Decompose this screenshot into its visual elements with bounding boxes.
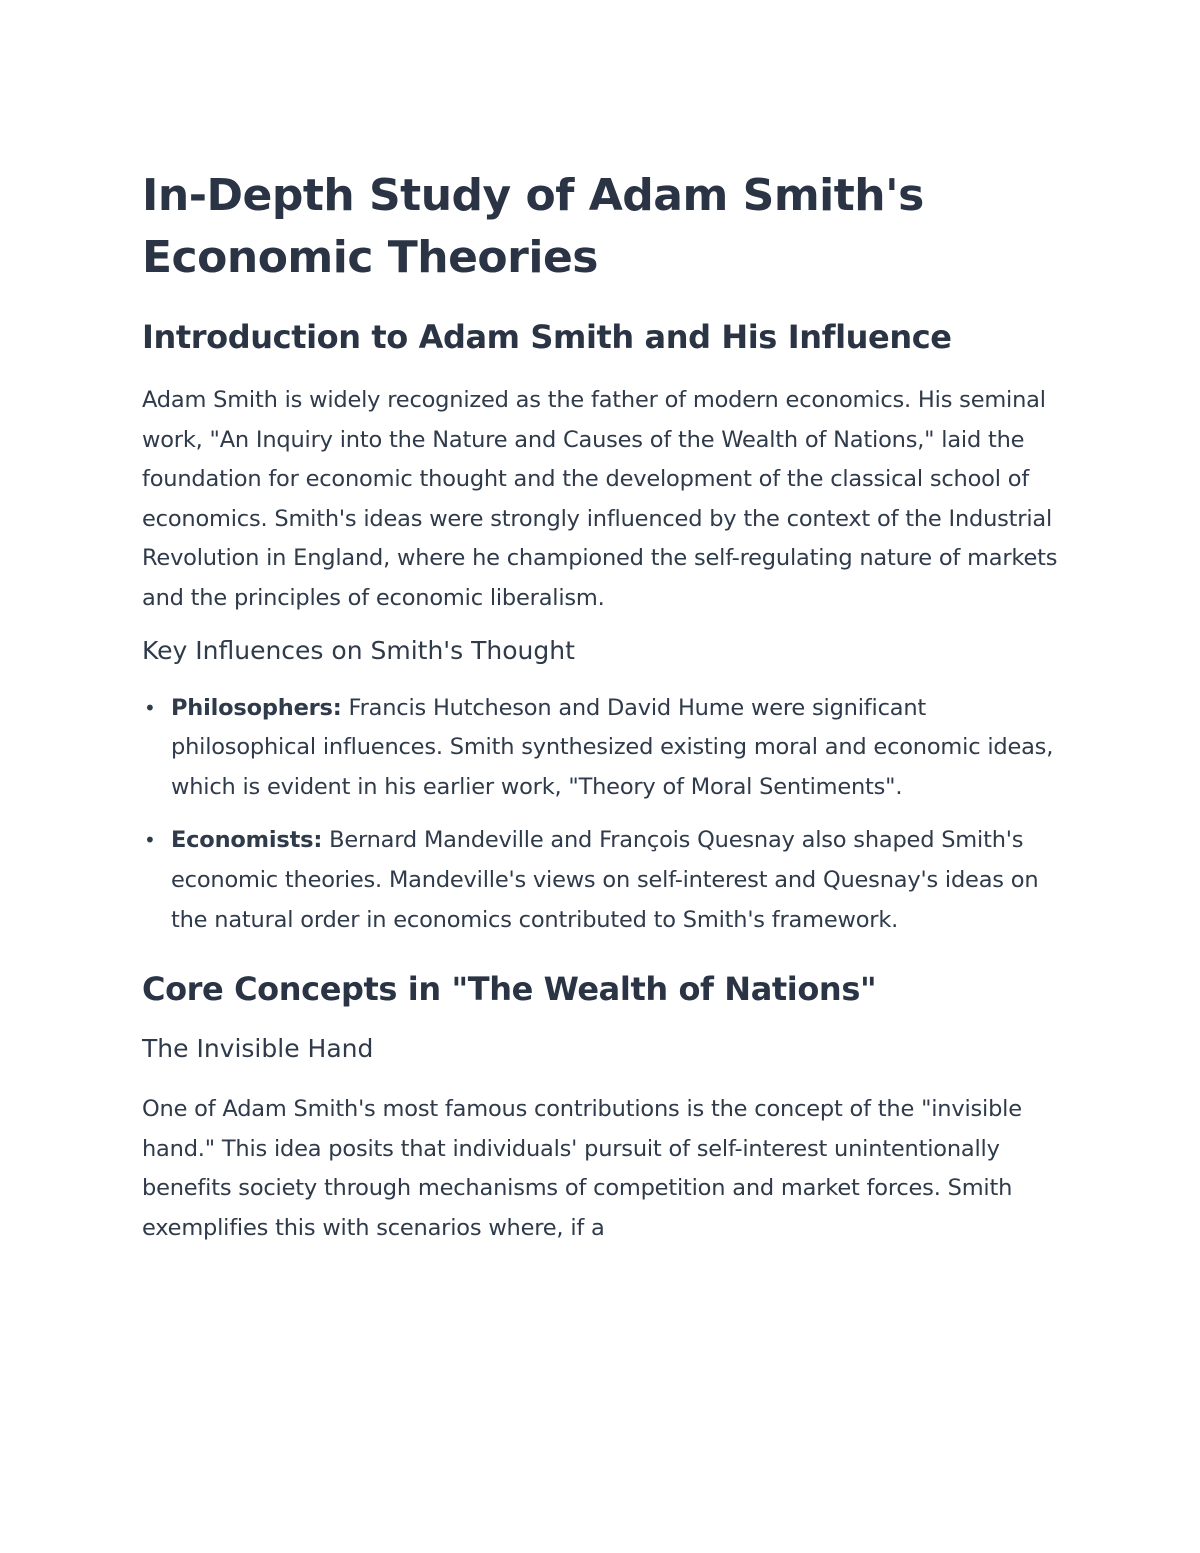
list-item-text: Bernard Mandeville and François Quesnay also shaped Smith's economic theories. Mandeville's views on self-interest and Quesnay's ideas on the natural order in economics contributed to Smith's framework. — [171, 827, 1039, 933]
subsection-heading-key-influences: Key Influences on Smith's Thought — [142, 635, 575, 665]
key-influences-list — [142, 689, 1062, 941]
list-item-term: Economists: — [171, 827, 323, 854]
document-page — [142, 165, 1062, 1249]
introduction-paragraph: Adam Smith is widely recognized as the father of modern economics. His seminal work, "An Inquiry into the Nature and Causes of the Wealth of Nations," laid the foundation for economic thought and the development of the classical school of economics. Smith's ideas were strongly influenced by the context of the Industrial Revolution in England, where he championed the self-regulating nature of markets and the principles of economic liberalism. — [142, 387, 1058, 611]
bullet-icon: • — [144, 828, 156, 853]
list-item-text: Francis Hutcheson and David Hume were significant philosophical influences. Smith synthesized existing moral and economic ideas, which is evident in his earlier work, "Theory of Moral Sentiments". — [171, 694, 1054, 800]
list-item-economists — [142, 821, 1062, 940]
subsection-heading-invisible-hand: The Invisible Hand — [142, 1034, 374, 1064]
bullet-icon: • — [144, 695, 156, 720]
document-title: In-Depth Study of Adam Smith's Economic Theories — [142, 170, 924, 283]
invisible-hand-paragraph: One of Adam Smith's most famous contributions is the concept of the "invisible hand." This idea posits that individuals' pursuit of self-interest unintentionally benefits society through mechanisms of competition and market forces. Smith exemplifies this with scenarios where, if a — [142, 1096, 1022, 1241]
list-item-term: Philosophers: — [171, 694, 342, 721]
section-heading-core-concepts: Core Concepts in "The Wealth of Nations" — [142, 970, 877, 1009]
section-heading-introduction: Introduction to Adam Smith and His Influence — [142, 318, 952, 356]
list-item-philosophers — [142, 689, 1062, 808]
